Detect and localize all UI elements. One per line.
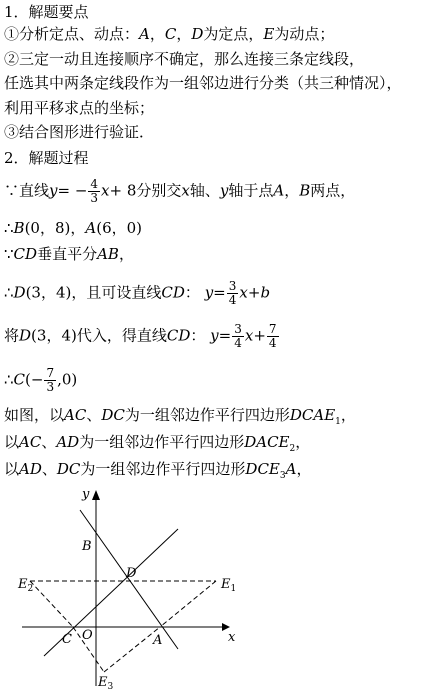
- solution-line-3: ∵CD垂直平分AB，: [4, 245, 134, 263]
- point-3-line: ③结合图形进行验证．: [4, 123, 155, 141]
- x-axis-label: x: [228, 630, 236, 645]
- dashed-e3-a: [104, 627, 163, 672]
- solution-line-8: 以AC、AD为一组邻边作平行四边形$DACE_2$，: [4, 433, 311, 454]
- point-b-label: B: [82, 539, 92, 554]
- section-1-heading: 1．解题要点: [4, 3, 89, 21]
- point-e1-label: $E_1$: [221, 577, 237, 594]
- point-d-label: D: [126, 566, 137, 581]
- solution-line-6: ∴C(− $\frac{7}{3}$ ,0): [4, 366, 78, 394]
- dashed-e1-a: [160, 581, 216, 627]
- solution-line-1: ∵直线y= − $\frac{4}{3}$ x+ 8分别交x轴、y轴于点A，B两点，: [4, 177, 356, 205]
- solution-line-2: ∴B(0，8)，A(6，0): [4, 219, 143, 237]
- origin-label: O: [82, 628, 93, 643]
- solution-line-5: 将D(3，4)代入，得直线CD： y= $\frac{3}{4}$ x+ $\frac{7}{4}$: [4, 322, 277, 350]
- point-2-line: ②三定一动且连接顺序不确定，那么连接三条定线段，: [4, 50, 365, 68]
- section-2-heading: 2．解题过程: [4, 149, 89, 167]
- point-c-label: C: [62, 632, 72, 647]
- y-axis-arrow: [92, 490, 100, 500]
- y-axis-label: y: [82, 487, 90, 502]
- point-e3-label: $E_3$: [98, 675, 114, 691]
- coordinate-figure: [0, 484, 260, 691]
- point-2-end: 利用平移求点的坐标；: [4, 99, 155, 117]
- point-1-line: ①分析定点、动点：A，C，D为定点，E为动点；: [4, 25, 335, 43]
- point-2-cont: 任选其中两条定线段作为一组邻边进行分类（共三种情况），: [4, 74, 402, 92]
- solution-line-4: ∴D(3，4)，且可设直线CD： y= $\frac{3}{4}$ x+b: [4, 279, 271, 307]
- dashed-e2-c: [30, 581, 73, 627]
- solution-line-7: 如图，以AC、DC为一组邻边作平行四边形$DCAE_1$，: [4, 406, 356, 427]
- point-e2-label: $E_2$: [18, 577, 34, 594]
- point-a-label: A: [153, 633, 163, 648]
- solution-line-9: 以AD、DC为一组邻边作平行四边形$DCE_3A$，: [4, 460, 312, 481]
